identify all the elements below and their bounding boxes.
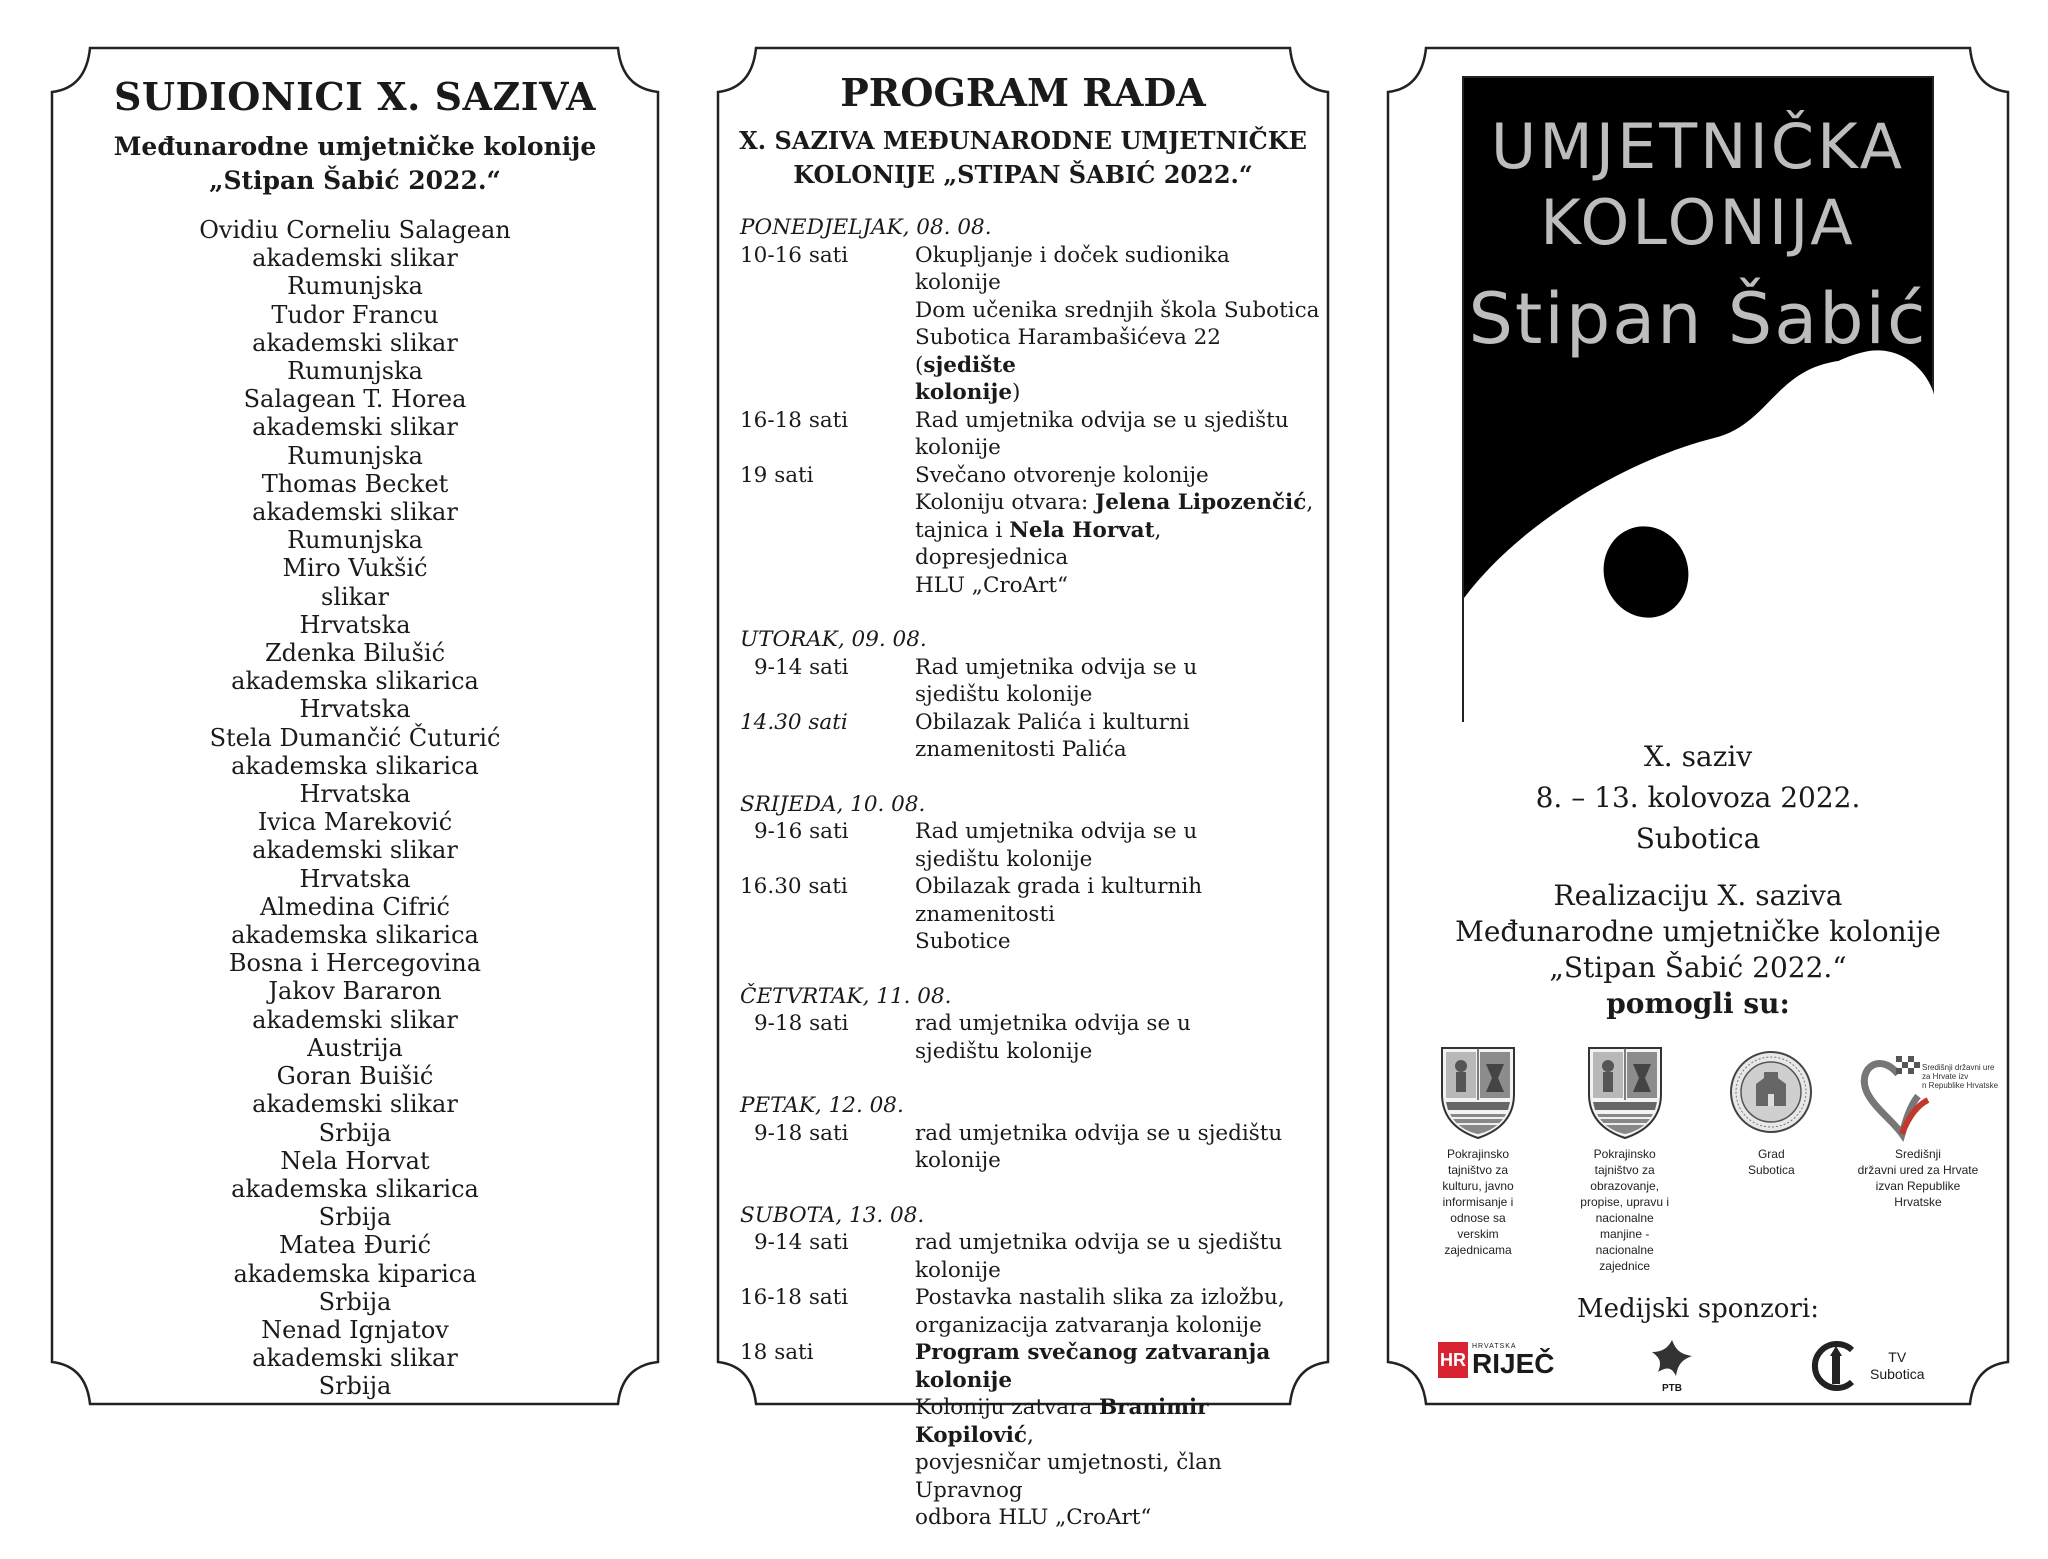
program-text-segment: odbora HLU „CroArt“ — [915, 1505, 1152, 1530]
program-slot — [740, 1284, 1320, 1339]
supporter-name-line: informisanje i — [1442, 1195, 1514, 1209]
tv-label-line1: TV — [1888, 1349, 1907, 1365]
participant-entry — [52, 385, 658, 470]
program-text-segment: Obilazak Palića i kulturni — [915, 709, 1190, 735]
program-slot-description — [915, 709, 1320, 764]
program-text-segment: Dom učenika srednjih škola Subotica — [915, 297, 1320, 323]
vojvodina-coat-of-arms-icon — [1585, 1044, 1665, 1140]
program-day — [740, 1202, 1320, 1532]
program-slot — [740, 1229, 1320, 1284]
program-slot-time: 16.30 sati — [740, 874, 848, 899]
program-day — [740, 1092, 1320, 1175]
hrvatska-rijec-big: RIJEČ — [1472, 1347, 1555, 1379]
program-slot — [740, 462, 1320, 600]
program-slot-line — [915, 324, 1320, 379]
program-slot-time: 9-14 sati — [754, 1230, 849, 1255]
supporter-name-line: zajednice — [1599, 1259, 1650, 1273]
supporter-name-line: Pokrajinsko — [1593, 1147, 1656, 1161]
program-slot — [740, 1120, 1320, 1175]
cover-title-line1: UMJETNIČKA — [1490, 110, 1906, 183]
program-day — [740, 626, 1320, 764]
supporter-city-name — [1701, 1146, 1841, 1178]
participant-entry — [52, 1147, 658, 1232]
participant-role: slikar — [321, 582, 389, 611]
participant-role: akademska kiparica — [233, 1259, 477, 1288]
program-slot-description — [915, 1120, 1320, 1175]
participant-country: Srbija — [318, 1287, 392, 1316]
program-slot-line — [915, 297, 1320, 325]
participant-entry — [52, 1316, 658, 1401]
program-slot-line — [915, 1504, 1320, 1532]
realization-line1: Realizaciju X. saziva — [1553, 879, 1843, 912]
program-text-segment: ) — [1012, 380, 1021, 405]
participant-entry — [52, 1062, 658, 1147]
edition-dates: 8. – 13. kolovoza 2022. — [1535, 781, 1861, 814]
program-slot-line — [915, 462, 1320, 490]
program-slot-description — [915, 1339, 1320, 1532]
program-slot-line — [915, 1147, 1320, 1175]
program-text-segment: rad umjetnika odvija se u — [915, 1011, 1191, 1036]
program-slot-line — [915, 654, 1320, 682]
program-slot-description — [915, 873, 1320, 956]
hrvatska-rijec-small: HRVATSKA — [1472, 1342, 1517, 1350]
cover-panel — [1388, 48, 2008, 1404]
participants-subtitle-line1: Međunarodne umjetničke kolonije — [113, 132, 597, 161]
program-text-segment: , — [1306, 490, 1314, 515]
hrvatska-rijec-logo — [1438, 1342, 1554, 1378]
croatian-office-logo-text — [1922, 1063, 1999, 1090]
participants-subtitle-line2: „Stipan Šabić 2022.“ — [209, 166, 501, 195]
realization-line4: pomogli su: — [1606, 987, 1790, 1020]
program-text-segment: Koloniju otvara: — [915, 490, 1096, 515]
program-day-label: SUBOTA, 13. 08. — [740, 1202, 925, 1228]
supporter-name-line: verskim — [1457, 1227, 1499, 1241]
participant-country: Rumunjska — [287, 441, 423, 470]
program-slot-line — [915, 1312, 1320, 1340]
program-slot-description — [915, 818, 1320, 873]
participant-country: Rumunjska — [287, 272, 423, 301]
program-slot-time: 9-18 sati — [754, 1120, 849, 1146]
program-slot — [740, 654, 1320, 709]
program-text-segment: sjedištu kolonije — [915, 846, 1093, 872]
participant-name: Salagean T. Horea — [243, 385, 467, 414]
program-text-segment: sjedištu kolonije — [915, 1038, 1093, 1064]
program-text-segment: Obilazak grada i kulturnih znamenitosti — [915, 874, 1203, 927]
program-slot-line — [915, 709, 1320, 737]
participant-list — [52, 216, 658, 1401]
cover-artwork — [1462, 76, 1934, 722]
participant-country: Hrvatska — [299, 780, 411, 809]
program-text-segment: Jelena Lipozenčić — [1095, 490, 1307, 515]
program-day — [740, 983, 1320, 1066]
subotica-seal-icon — [1726, 1044, 1816, 1140]
program-text-segment: Program svečanog zatvaranja — [915, 1340, 1271, 1365]
program-slot-description — [915, 242, 1320, 407]
program-slot — [740, 873, 1320, 956]
program-slot-line — [915, 1229, 1320, 1257]
program-slot-time: 16-18 sati — [740, 407, 849, 433]
supporter-name-line: Grad — [1757, 1147, 1785, 1161]
program-slot-time: 9-16 sati — [754, 819, 849, 844]
croatian-office-logo-line3: n Republike Hrvatske — [1921, 1081, 1999, 1090]
supporter-name-line: kulturu, javno — [1442, 1179, 1514, 1193]
participant-role: akademska slikarica — [231, 667, 479, 696]
participant-name: Goran Buišić — [276, 1062, 434, 1091]
program-day — [740, 791, 1320, 956]
supporter-name-line: državni ured za Hrvate — [1857, 1163, 1979, 1177]
program-slot-time: 9-14 sati — [754, 654, 849, 680]
supporter-name-line: tajništvo za — [1594, 1163, 1655, 1177]
cover-title-line2: KOLONIJA — [1540, 186, 1856, 259]
supporter-name-line: Središnji — [1894, 1147, 1941, 1161]
program-slot-line — [915, 517, 1320, 572]
participant-name: Ivica Mareković — [257, 808, 453, 837]
supporter-name-line: obrazovanje, — [1590, 1179, 1660, 1193]
participant-country: Srbija — [318, 1118, 392, 1147]
participant-entry — [52, 639, 658, 724]
program-slot-line — [915, 1449, 1320, 1504]
program-text-segment: rad umjetnika odvija se u sjedištu — [915, 1120, 1283, 1146]
program-slot-description — [915, 1229, 1320, 1284]
program-day-label: UTORAK, 09. 08. — [740, 627, 927, 652]
participant-name: Tudor Francu — [271, 300, 439, 329]
participant-entry — [52, 977, 658, 1062]
participant-role: akademski slikar — [252, 1344, 458, 1373]
program-slot-line — [915, 846, 1320, 874]
supporter-city — [1701, 1044, 1841, 1274]
program-slot-time: 19 sati — [740, 462, 814, 488]
participant-country: Srbija — [318, 1203, 392, 1232]
supporter-name-line: propise, upravu i — [1580, 1195, 1670, 1209]
cover-title-line3: Stipan Šabić — [1468, 278, 1928, 360]
program-text-segment: sjedište — [923, 352, 1016, 378]
program-day-label: ČETVRTAK, 11. 08. — [740, 983, 952, 1009]
supporter-name-line: zajednicama — [1444, 1243, 1512, 1257]
participant-country: Bosna i Hercegovina — [228, 949, 482, 978]
ptb-label: PTB — [1662, 1383, 1682, 1394]
program-text-segment: Branimir Kopilović — [915, 1395, 1209, 1448]
program-slot-line — [915, 1257, 1320, 1285]
program-text-segment: kolonije — [915, 1367, 1013, 1393]
program-slot — [740, 1010, 1320, 1065]
supporter-name-line: Hrvatske — [1894, 1195, 1942, 1209]
participant-role: akademska slikarica — [231, 751, 479, 780]
program-slot-line — [915, 1367, 1320, 1395]
participant-name: Stela Dumančić Čuturić — [209, 723, 501, 752]
program-slot-line — [915, 1120, 1320, 1148]
participant-entry — [52, 1231, 658, 1316]
program-text-segment: Subotice — [915, 929, 1011, 954]
program-schedule — [740, 214, 1320, 1559]
participant-role: akademski slikar — [252, 1005, 458, 1034]
realization-text — [1388, 878, 2008, 1022]
program-slot — [740, 818, 1320, 873]
program-day-label: PETAK, 12. 08. — [740, 1093, 904, 1118]
program-text-segment: sjedištu kolonije — [915, 682, 1093, 707]
program-text-segment: Rad umjetnika odvija se u — [915, 819, 1198, 844]
participant-name: Thomas Becket — [261, 469, 449, 498]
program-slot-time: 14.30 sati — [740, 709, 848, 735]
participant-name: Ovidiu Corneliu Salagean — [199, 216, 511, 244]
edition-label: X. saziv — [1643, 740, 1753, 773]
program-slot-description — [915, 1010, 1320, 1065]
participant-role: akademski slikar — [252, 328, 458, 357]
program-text-segment: Rad umjetnika odvija se u — [915, 654, 1198, 680]
program-slot-description — [915, 462, 1320, 600]
program-text-segment: Svečano otvorenje kolonije — [915, 462, 1209, 488]
supporter-croatian-office-name — [1848, 1146, 1988, 1210]
program-title: PROGRAM RADA — [840, 70, 1206, 115]
program-slot-description — [915, 654, 1320, 709]
participant-name: Miro Vukšić — [282, 554, 428, 583]
participant-country: Srbija — [318, 1372, 392, 1401]
participant-role: akademska slikarica — [231, 921, 479, 950]
program-slot-time: 9-18 sati — [754, 1011, 849, 1036]
program-day-label: PONEDJELJAK, 08. 08. — [740, 215, 992, 240]
program-text-segment: kolonije — [915, 435, 1001, 460]
program-text-segment: tajnica i — [915, 517, 1010, 543]
program-slot-line — [915, 681, 1320, 709]
program-slot-line — [915, 736, 1320, 764]
participants-subtitle — [52, 130, 658, 198]
participant-entry — [52, 893, 658, 978]
supporter-name-line: tajništvo za — [1447, 1163, 1509, 1177]
program-slot-line — [915, 1010, 1320, 1038]
program-slot-line — [915, 818, 1320, 846]
croatian-office-heart-icon — [1858, 1044, 1999, 1140]
edition-city: Subotica — [1635, 822, 1761, 855]
participant-name: Nenad Ignjatov — [261, 1315, 449, 1344]
program-text-segment: znamenitosti Palića — [915, 737, 1127, 762]
participant-country: Austrija — [307, 1033, 403, 1062]
program-slot-line — [915, 242, 1320, 297]
participants-panel — [52, 48, 658, 1404]
program-subtitle-line1: X. SAZIVA MEĐUNARODNE UMJETNIČKE — [739, 126, 1307, 155]
participant-country: Hrvatska — [299, 695, 411, 724]
supporter-name-line: manjine - — [1599, 1227, 1650, 1241]
supporter-logos — [1408, 1044, 1999, 1274]
program-text-segment: Rad umjetnika odvija se u sjedištu — [915, 407, 1289, 433]
program-slot-line — [915, 928, 1320, 956]
realization-line2: Međunarodne umjetničke kolonije — [1455, 915, 1941, 948]
supporter-name-line: Pokrajinsko — [1446, 1147, 1510, 1161]
program-slot — [740, 1339, 1320, 1532]
participant-name: Matea Đurić — [278, 1231, 432, 1260]
ptb-star-icon — [1650, 1338, 1694, 1378]
program-text-segment: Nela Horvat — [1009, 517, 1155, 543]
participant-country: Rumunjska — [287, 357, 423, 386]
program-text-segment: Postavka nastalih slika za izložbu, — [915, 1285, 1285, 1310]
program-text-segment: , — [1027, 1422, 1034, 1448]
participant-role: akademski slikar — [252, 244, 458, 273]
supporter-name-line: odnose sa — [1450, 1211, 1506, 1225]
program-text-segment: povjesničar umjetnosti, član Upravnog — [915, 1450, 1222, 1503]
program-text-segment: kolonije — [915, 380, 1013, 405]
supporter-name-line: izvan Republike — [1875, 1179, 1961, 1193]
program-text-segment: kolonije — [915, 1148, 1001, 1173]
program-text-segment: kolonije — [915, 1257, 1001, 1283]
program-text-segment: Subotica Harambašićeva 22 ( — [915, 325, 1221, 378]
participant-name: Almedina Cifrić — [260, 892, 450, 921]
croatian-office-logo-line2: za Hrvate izv — [1921, 1072, 1969, 1081]
supporter-name-line: nacionalne — [1595, 1211, 1654, 1225]
hr-box-icon: HR — [1438, 1342, 1468, 1378]
program-slot — [740, 709, 1320, 764]
tv-label-line2: Subotica — [1870, 1366, 1925, 1382]
participant-name: Jakov Bararon — [268, 977, 442, 1006]
participant-role: akademski slikar — [252, 836, 458, 865]
program-slot-line — [915, 379, 1320, 407]
program-slot-line — [915, 1339, 1320, 1367]
program-slot-line — [915, 407, 1320, 435]
program-slot-description — [915, 1284, 1320, 1339]
program-slot-line — [915, 873, 1320, 928]
program-slot-line — [915, 434, 1320, 462]
tv-subotica-logo — [1812, 1340, 1924, 1392]
participant-country: Hrvatska — [299, 610, 411, 639]
supporter-culture-name — [1408, 1146, 1548, 1258]
program-text-segment: rad umjetnika odvija se u sjedištu — [915, 1230, 1283, 1255]
supporter-name-line: Subotica — [1747, 1163, 1795, 1177]
program-text-segment: Okupljanje i doček sudionika kolonije — [915, 242, 1230, 295]
program-subtitle-line2: KOLONIJE „STIPAN ŠABIĆ 2022.“ — [793, 160, 1253, 189]
participant-entry — [52, 301, 658, 386]
program-text-segment: , dopresjednica — [915, 517, 1162, 570]
participant-entry — [52, 554, 658, 639]
participant-country: Rumunjska — [287, 526, 423, 555]
media-sponsor-logos — [1428, 1338, 1968, 1398]
participant-country: Hrvatska — [299, 864, 411, 893]
program-slot-time: 18 sati — [740, 1340, 814, 1365]
program-slot-line — [915, 1038, 1320, 1066]
participant-role: akademski slikar — [252, 1090, 458, 1119]
program-text-segment: Koloniju zatvara — [915, 1395, 1099, 1420]
participant-name: Zdenka Bilušić — [264, 639, 446, 668]
participant-role: akademski slikar — [252, 498, 458, 527]
media-sponsors-title: Medijski sponzori: — [1577, 1294, 1819, 1324]
supporter-name-line: nacionalne — [1595, 1243, 1654, 1257]
realization-line3: „Stipan Šabić 2022.“ — [1549, 951, 1847, 984]
program-slot-line — [915, 1394, 1320, 1449]
program-slot-time: 16-18 sati — [740, 1285, 849, 1310]
supporter-education — [1555, 1044, 1695, 1274]
ptb-logo — [1650, 1338, 1694, 1394]
participant-entry — [52, 724, 658, 809]
program-slot-line — [915, 489, 1320, 517]
program-slot — [740, 407, 1320, 462]
participant-entry — [52, 808, 658, 893]
vojvodina-coat-of-arms-icon — [1438, 1044, 1518, 1140]
croatian-office-logo-line1: Središnji državni ure — [1921, 1063, 1995, 1072]
program-slot — [740, 242, 1320, 407]
participant-name: Nela Horvat — [280, 1146, 430, 1175]
participant-entry — [52, 216, 658, 301]
program-day — [740, 214, 1320, 599]
participant-role: akademski slikar — [252, 413, 458, 442]
program-day-label: SRIJEDA, 10. 08. — [740, 791, 926, 817]
program-slot-line — [915, 1284, 1320, 1312]
supporter-croatian-office — [1848, 1044, 1999, 1274]
program-text-segment: organizacija zatvaranja kolonije — [915, 1312, 1262, 1338]
edition-info — [1388, 736, 2008, 859]
program-slot-time: 10-16 sati — [740, 242, 849, 268]
participants-title: SUDIONICI X. SAZIVA — [113, 74, 597, 119]
program-panel — [718, 48, 1328, 1530]
program-slot-line — [915, 572, 1320, 600]
participant-role: akademska slikarica — [231, 1174, 479, 1203]
program-subtitle — [718, 124, 1328, 192]
tv-subotica-icon — [1812, 1340, 1860, 1392]
program-text-segment: HLU „CroArt“ — [915, 572, 1069, 598]
supporter-education-name — [1555, 1146, 1695, 1274]
program-slot-description — [915, 407, 1320, 462]
participant-entry — [52, 470, 658, 555]
supporter-culture — [1408, 1044, 1548, 1274]
